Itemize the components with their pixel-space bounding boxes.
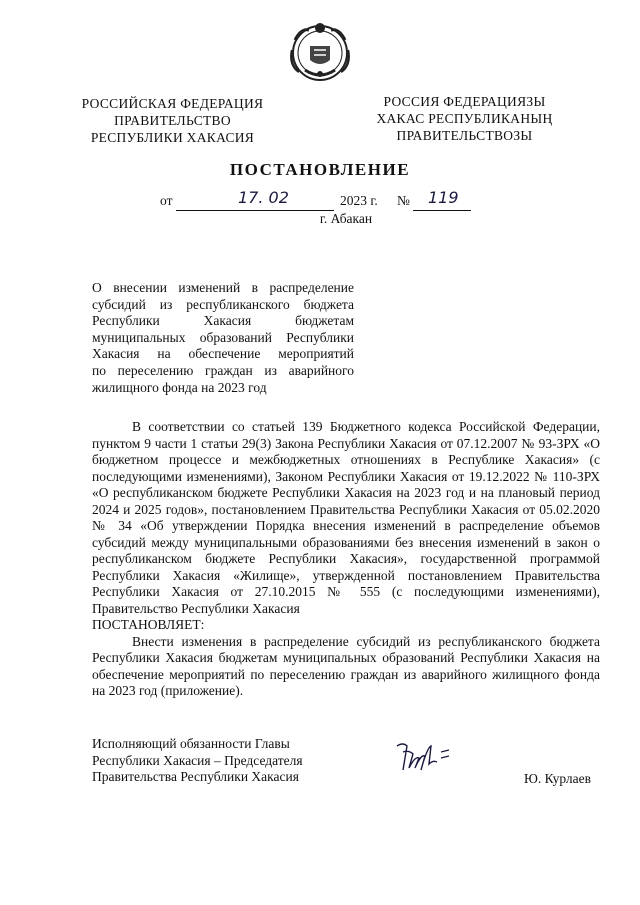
handwritten-signature bbox=[393, 738, 455, 774]
subject-block bbox=[92, 280, 354, 396]
body-resolves: ПОСТАНОВЛЯЕТ: bbox=[92, 617, 205, 632]
subject-line-7: жилищного фонда на 2023 год bbox=[92, 379, 267, 395]
signatory-line-3: Правительства Республики Хакасия bbox=[92, 769, 299, 785]
year-label: 2023 г. bbox=[340, 193, 378, 208]
document-title: ПОСТАНОВЛЕНИЕ bbox=[229, 160, 411, 179]
header-right-block bbox=[372, 93, 557, 144]
number-handwritten: 119 bbox=[428, 188, 459, 207]
document-body bbox=[92, 419, 600, 700]
signatory-line-2: Республики Хакасия – Председателя bbox=[92, 752, 303, 768]
header-left-line-1: РОССИЙСКАЯ ФЕДЕРАЦИЯ bbox=[81, 96, 264, 111]
header-right-line-1: РОССИЯ ФЕДЕРАЦИЯЗЫ bbox=[383, 94, 546, 109]
subject-line-4: муниципальных образований Республики bbox=[92, 329, 354, 345]
header-left-line-3: РЕСПУБЛИКИ ХАКАСИЯ bbox=[90, 130, 255, 145]
subject-line-1: О внесении изменений в распределение bbox=[92, 280, 354, 295]
body-paragraph-1: В соответствии со статьей 139 Бюджетного кодекса Российской Федерации, пунктом 9 части 1 статьи 29(3) Закона Республики Хакасия от 07.12.2007 № 93-ЗРХ «О бюджетном процессе и межбюджетных отношениях в Республике Хакасия» (с последующими изменениями), Законом Республики Хакасия от 19.12.2022 № 110-ЗРХ «О республиканском бюджете Республики Хакасия на 2023 год и на плановый период 2024 и 2025 годов», постановлением Правительства Республики Хакасия от 05.02.2020 № 34 «Об утверждении Порядка внесения изменений в распределение объемов субсидий между муниципальными образованиями без внесения изменений в закон о республиканском бюджете Республики Хакасия», государственной программой Республики Хакасия «Жилище», утвержденной постановлением Правительства Республики Хакасия от 27.10.2015 № 555 (с последующими изменениями), Правительство Республики Хакасия bbox=[92, 419, 600, 616]
coat-of-arms-emblem bbox=[287, 20, 353, 84]
date-handwritten: 17. 02 bbox=[238, 188, 289, 207]
subject-line-6: по переселению граждан из аварийного bbox=[92, 362, 354, 378]
city: г. Абакан bbox=[319, 211, 373, 226]
signatory-position bbox=[92, 736, 303, 786]
signatory-name: Ю. Курлаев bbox=[524, 771, 592, 786]
header-left-block bbox=[80, 95, 265, 146]
subject-line-2: субсидий из республиканского бюджета bbox=[92, 296, 354, 312]
signatory-line-1: Исполняющий обязанности Главы bbox=[92, 736, 290, 751]
subject-line-5: Хакасия на обеспечение мероприятий bbox=[92, 346, 354, 362]
number-label: № bbox=[397, 193, 410, 208]
header-left-line-2: ПРАВИТЕЛЬСТВО bbox=[114, 113, 231, 128]
subject-line-3: Республики Хакасия бюджетам bbox=[92, 313, 354, 329]
header-right-line-2: ХАКАС РЕСПУБЛИКАНЫҢ bbox=[376, 111, 553, 126]
header-right-line-3: ПРАВИТЕЛЬСТВОЗЫ bbox=[396, 128, 533, 143]
date-prefix: от bbox=[160, 193, 173, 208]
body-paragraph-2: Внести изменения в распределение субсидий из республиканского бюджета Республики Хакасия бюджетам муниципальных образований Республики Хакасия на обеспечение мероприятий по переселению граждан из аварийного жилищного фонда на 2023 год (приложение). bbox=[92, 633, 600, 698]
